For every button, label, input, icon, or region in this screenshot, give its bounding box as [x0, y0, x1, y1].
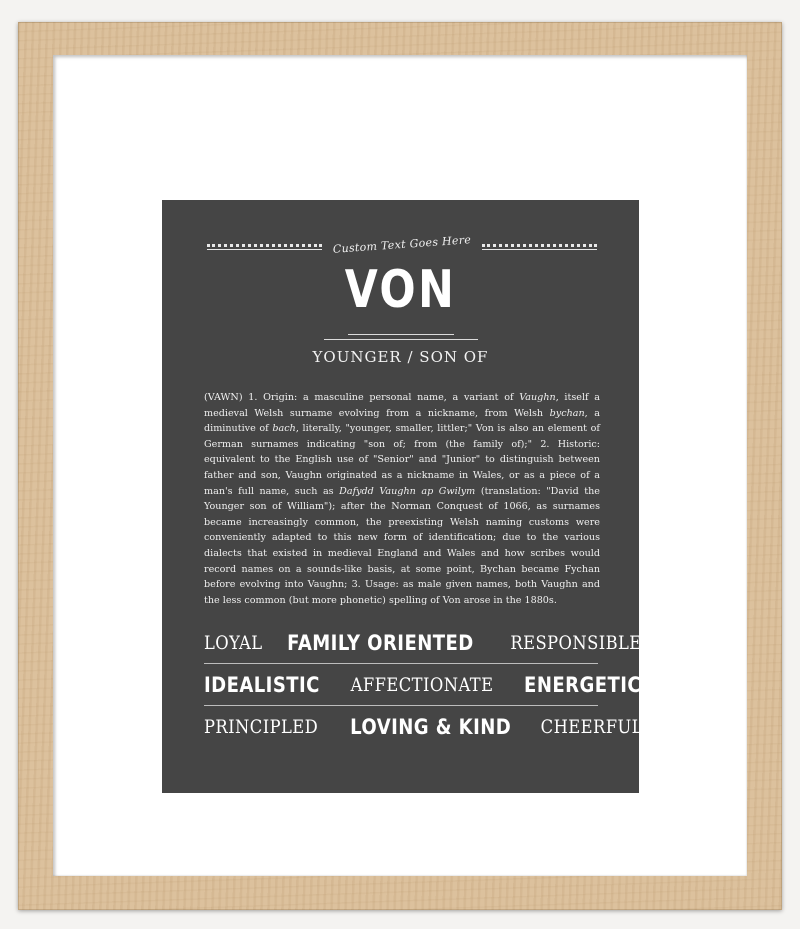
name-underline-long: [324, 339, 478, 340]
trait-word: FAMILY ORIENTED: [287, 630, 474, 655]
definition-italic-segment: Vaughn: [519, 392, 556, 403]
definition-segment: (VAWN) 1. Origin: a masculine personal name, a variant of: [204, 392, 520, 403]
custom-text-row: [162, 232, 639, 262]
traits-block: [204, 622, 644, 748]
name-heading: VON: [344, 260, 457, 320]
trait-word: RESPONSIBLE: [510, 631, 642, 654]
definition-italic-segment: bach: [272, 423, 296, 435]
picture-frame: [18, 22, 782, 910]
mat-board: [53, 55, 747, 876]
definition-segment: , itself a medieval Welsh surname evolving from a nickname, from Welsh: [204, 392, 600, 419]
trait-word: ENERGETIC: [523, 672, 641, 697]
trait-line: [204, 664, 641, 706]
trait-word: PRINCIPLED: [204, 716, 319, 738]
trait-word: AFFECTIONATE: [350, 673, 494, 696]
definition-segment: , literally, "younger, smaller, littler;" Von is also an element of German surnames indicating "son of; from (the family of);" 2. Historic: equivalent to the English use of "Senior" and "Junior" to distinguish between father and son, Vaughn originated as a nickname in Wales, or as a piece of a man's full name, such as: [204, 423, 600, 497]
name-underline-short: [348, 334, 454, 335]
name-definition: [204, 390, 600, 608]
definition-italic-segment: Dafydd Vaughn ap Gwilym: [339, 485, 476, 497]
definition-segment: (translation: "David the Younger son of William"); after the Norman Conquest of 1066, as surnames became increasingly common, the preexisting Welsh naming customs were conveniently adapted to this new form of identification; due to the various dialects that existed in medieval England and Wales and how scribes would record names on a sounds-like basis, at some point, Bychan became Fychan before evolving into Vaughn; 3. Usage: as male given names, both Vaughn and the less common (but more phonetic) spelling of Von arose in the 1880s.: [204, 485, 600, 606]
dotted-divider-left: [207, 244, 322, 250]
dotted-divider-right: [482, 244, 597, 250]
trait-word: LOVING & KIND: [349, 715, 511, 739]
name-print: [162, 200, 644, 793]
trait-word: LOYAL: [204, 631, 263, 654]
trait-line: [204, 706, 644, 748]
name-meaning: YOUNGER / SON OF: [312, 348, 489, 366]
definition-italic-segment: bychan: [549, 407, 585, 419]
definition-segment: , a diminutive of: [204, 407, 600, 435]
custom-text: Custom Text Goes Here: [332, 233, 472, 256]
trait-line: [204, 622, 642, 664]
trait-word: CHEERFUL: [540, 716, 644, 738]
trait-word: IDEALISTIC: [204, 672, 320, 697]
